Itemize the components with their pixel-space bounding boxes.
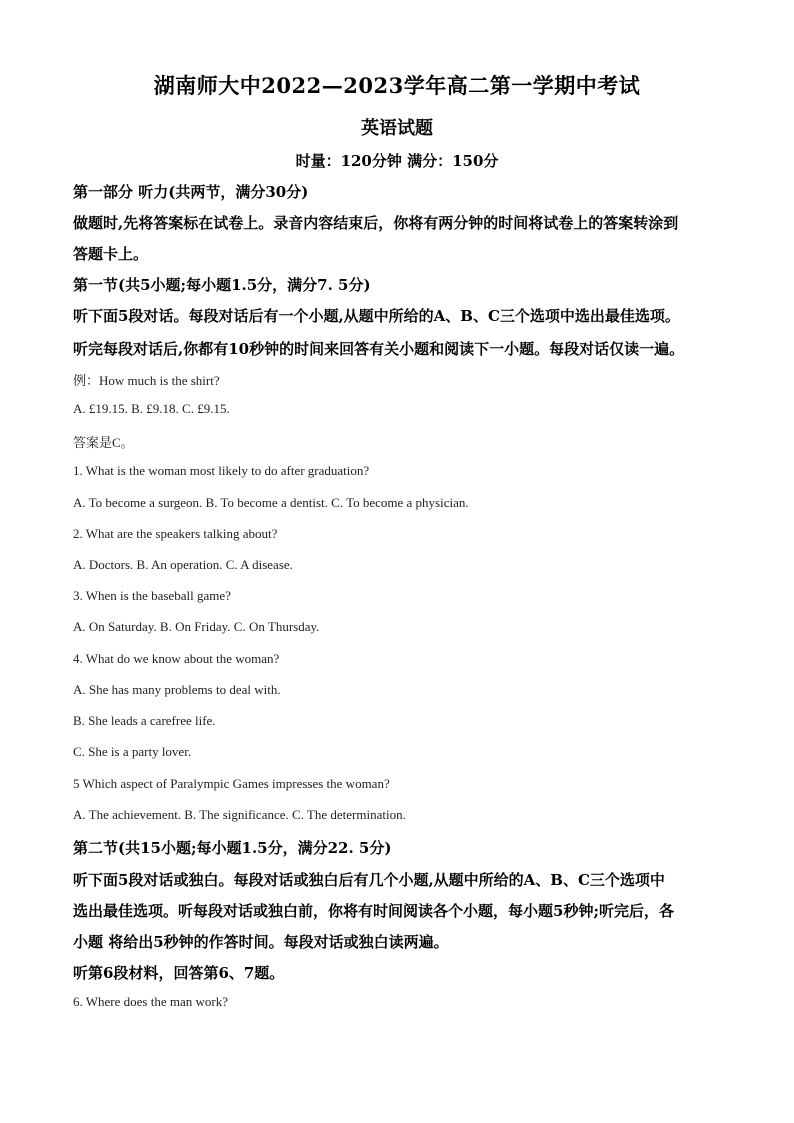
question-3: 3. When is the baseball game? — [73, 588, 231, 603]
question-1-options: A. To become a surgeon. B. To become a dentist. C. To become a physician. — [73, 495, 469, 510]
question-2-options: A. Doctors. B. An operation. C. A disease. — [73, 557, 293, 572]
question-4-option-a: A. She has many problems to deal with. — [73, 682, 281, 697]
question-1: 1. What is the woman most likely to do after graduation? — [73, 463, 370, 478]
question-6: 6. Where does the man work? — [73, 994, 228, 1009]
instruction-line: 听下面5段对话或独白。每段对话或独白后有几个小题,从题中所给的A、B、C三个选项中 — [73, 871, 665, 889]
instruction-line: 听完每段对话后,你都有10秒钟的时间来回答有关小题和阅读下一小题。每段对话仅读一遍。 — [73, 340, 685, 358]
subsection-heading: 第一节(共5小题;每小题1.5分，满分7. 5分) — [73, 276, 371, 294]
question-4-option-c: C. She is a party lover. — [73, 744, 192, 759]
exam-subject: 英语试题 — [361, 118, 433, 139]
instruction-line: 小题 将给出5秒钟的作答时间。每段对话或独白读两遍。 — [73, 933, 449, 951]
instruction-line: 选出最佳选项。听每段对话或独白前，你将有时间阅读各个小题，每小题5秒钟;听完后，各 — [73, 902, 674, 920]
question-5-options: A. The achievement. B. The significance. C. The determination. — [73, 807, 406, 822]
instruction-line: 答题卡上。 — [73, 245, 149, 263]
exam-title: 湖南师大中2022—2023学年高二第一学期中考试 — [153, 73, 641, 98]
exam-meta: 时量：120分钟 满分：150分 — [295, 152, 499, 170]
question-4: 4. What do we know about the woman? — [73, 651, 280, 666]
example-options: A. £19.15. B. £9.18. C. £9.15. — [73, 401, 230, 416]
example-question: 例：How much is the shirt? — [73, 373, 220, 388]
instruction-line: 做题时,先将答案标在试卷上。录音内容结束后，你将有两分钟的时间将试卷上的答案转涂到 — [73, 214, 679, 232]
question-2: 2. What are the speakers talking about? — [73, 526, 278, 541]
section-heading: 第一部分 听力(共两节，满分30分) — [73, 183, 309, 201]
instruction-line: 听下面5段对话。每段对话后有一个小题,从题中所给的A、B、C三个选项中选出最佳选项。 — [73, 307, 680, 325]
material-heading: 听第6段材料，回答第6、7题。 — [73, 964, 285, 982]
question-5: 5 Which aspect of Paralympic Games impresses the woman? — [73, 776, 390, 791]
question-3-options: A. On Saturday. B. On Friday. C. On Thursday. — [73, 619, 320, 634]
question-4-option-b: B. She leads a carefree life. — [73, 713, 216, 728]
example-answer: 答案是C。 — [73, 435, 134, 450]
subsection-heading: 第二节(共15小题;每小题1.5分，满分22. 5分) — [73, 839, 392, 857]
